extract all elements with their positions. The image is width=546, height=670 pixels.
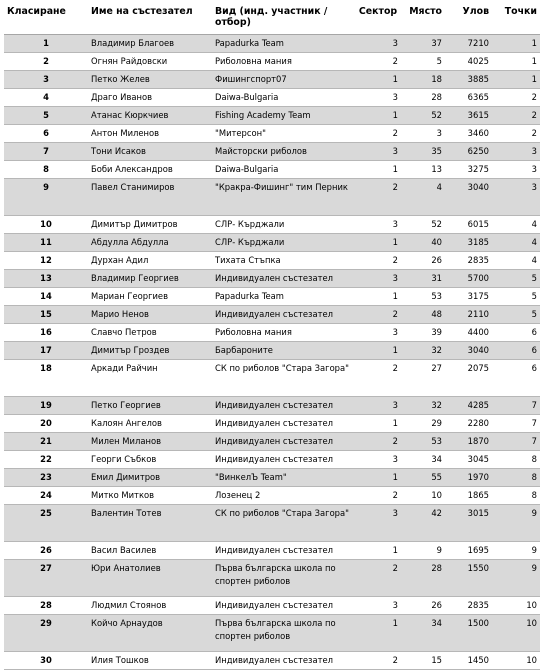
catch-cell: 5700 bbox=[445, 269, 492, 287]
table-row bbox=[4, 251, 540, 269]
name-cell: Валентин Тотев bbox=[88, 504, 212, 541]
rank-cell: 6 bbox=[4, 124, 88, 142]
points-cell: 9 bbox=[492, 541, 540, 559]
points-cell: 4 bbox=[492, 215, 540, 233]
team-cell: СЛР- Кърджали bbox=[212, 233, 355, 251]
team-cell: СК по риболов "Стара Загора" bbox=[212, 359, 355, 396]
team-cell: Индивидуален състезател bbox=[212, 541, 355, 559]
place-cell: 37 bbox=[401, 34, 445, 52]
sector-header: Сектор bbox=[355, 6, 401, 34]
place-cell: 32 bbox=[401, 341, 445, 359]
table-row bbox=[4, 486, 540, 504]
table-row bbox=[4, 142, 540, 160]
rank-cell: 30 bbox=[4, 651, 88, 669]
name-cell: Боби Александров bbox=[88, 160, 212, 178]
catch-cell: 2110 bbox=[445, 305, 492, 323]
sector-cell: 3 bbox=[355, 88, 401, 106]
catch-cell: 3175 bbox=[445, 287, 492, 305]
table-row bbox=[4, 215, 540, 233]
rank-cell: 28 bbox=[4, 596, 88, 614]
table-row bbox=[4, 432, 540, 450]
name-cell: Аркади Райчин bbox=[88, 359, 212, 396]
rank-header: Класиране bbox=[4, 6, 88, 34]
sector-cell: 2 bbox=[355, 251, 401, 269]
table-row bbox=[4, 88, 540, 106]
place-cell: 28 bbox=[401, 559, 445, 596]
place-cell: 34 bbox=[401, 450, 445, 468]
team-cell: Барбароните bbox=[212, 341, 355, 359]
table-row bbox=[4, 596, 540, 614]
points-cell: 2 bbox=[492, 106, 540, 124]
catch-cell: 2835 bbox=[445, 596, 492, 614]
place-cell: 34 bbox=[401, 614, 445, 651]
sector-cell: 2 bbox=[355, 432, 401, 450]
team-cell: СЛР- Кърджали bbox=[212, 215, 355, 233]
team-cell: Fishing Academy Team bbox=[212, 106, 355, 124]
name-cell: Абдулла Абдулла bbox=[88, 233, 212, 251]
points-cell: 10 bbox=[492, 614, 540, 651]
points-cell: 6 bbox=[492, 359, 540, 396]
table-row bbox=[4, 651, 540, 669]
name-cell: Петко Желев bbox=[88, 70, 212, 88]
catch-cell: 1550 bbox=[445, 559, 492, 596]
place-cell: 27 bbox=[401, 359, 445, 396]
rank-cell: 19 bbox=[4, 396, 88, 414]
rank-cell: 24 bbox=[4, 486, 88, 504]
team-cell: Индивидуален състезател bbox=[212, 651, 355, 669]
place-cell: 29 bbox=[401, 414, 445, 432]
sector-cell: 1 bbox=[355, 233, 401, 251]
rank-cell: 25 bbox=[4, 504, 88, 541]
place-cell: 35 bbox=[401, 142, 445, 160]
table-row bbox=[4, 160, 540, 178]
name-cell: Драго Иванов bbox=[88, 88, 212, 106]
rank-cell: 20 bbox=[4, 414, 88, 432]
points-cell: 2 bbox=[492, 88, 540, 106]
rank-cell: 14 bbox=[4, 287, 88, 305]
place-cell: 39 bbox=[401, 323, 445, 341]
rank-cell: 15 bbox=[4, 305, 88, 323]
team-cell: Papadurka Team bbox=[212, 287, 355, 305]
catch-cell: 4285 bbox=[445, 396, 492, 414]
place-cell: 9 bbox=[401, 541, 445, 559]
table-row bbox=[4, 34, 540, 52]
table-row bbox=[4, 124, 540, 142]
place-cell: 53 bbox=[401, 432, 445, 450]
name-cell: Тони Исаков bbox=[88, 142, 212, 160]
catch-cell: 2280 bbox=[445, 414, 492, 432]
points-cell: 2 bbox=[492, 124, 540, 142]
results-table bbox=[4, 6, 540, 670]
table-row bbox=[4, 396, 540, 414]
points-cell: 5 bbox=[492, 305, 540, 323]
points-cell: 8 bbox=[492, 468, 540, 486]
place-cell: 15 bbox=[401, 651, 445, 669]
name-cell: Койчо Арнаудов bbox=[88, 614, 212, 651]
table-row bbox=[4, 233, 540, 251]
name-cell: Славчо Петров bbox=[88, 323, 212, 341]
table-row bbox=[4, 341, 540, 359]
place-cell: 31 bbox=[401, 269, 445, 287]
catch-cell: 2075 bbox=[445, 359, 492, 396]
catch-cell: 3040 bbox=[445, 341, 492, 359]
name-cell: Владимир Благоев bbox=[88, 34, 212, 52]
catch-cell: 2835 bbox=[445, 251, 492, 269]
team-cell: Daiwa-Bulgaria bbox=[212, 88, 355, 106]
sector-cell: 3 bbox=[355, 504, 401, 541]
place-cell: 4 bbox=[401, 178, 445, 215]
rank-cell: 21 bbox=[4, 432, 88, 450]
place-cell: 3 bbox=[401, 124, 445, 142]
points-cell: 7 bbox=[492, 432, 540, 450]
table-row bbox=[4, 504, 540, 541]
catch-cell: 1695 bbox=[445, 541, 492, 559]
name-cell: Антон Миленов bbox=[88, 124, 212, 142]
sector-cell: 1 bbox=[355, 341, 401, 359]
points-cell: 3 bbox=[492, 178, 540, 215]
rank-cell: 22 bbox=[4, 450, 88, 468]
name-cell: Атанас Кюркчиев bbox=[88, 106, 212, 124]
table-row bbox=[4, 178, 540, 215]
name-header: Име на състезател bbox=[88, 6, 212, 34]
sector-cell: 1 bbox=[355, 287, 401, 305]
place-cell: 55 bbox=[401, 468, 445, 486]
catch-cell: 6015 bbox=[445, 215, 492, 233]
name-cell: Милен Миланов bbox=[88, 432, 212, 450]
place-cell: 40 bbox=[401, 233, 445, 251]
rank-cell: 3 bbox=[4, 70, 88, 88]
rank-cell: 11 bbox=[4, 233, 88, 251]
points-cell: 5 bbox=[492, 287, 540, 305]
sector-cell: 3 bbox=[355, 215, 401, 233]
points-cell: 4 bbox=[492, 251, 540, 269]
team-cell: Индивидуален състезател bbox=[212, 432, 355, 450]
table-row bbox=[4, 359, 540, 396]
team-cell: "ВинкелЪ Team" bbox=[212, 468, 355, 486]
sector-cell: 2 bbox=[355, 486, 401, 504]
points-header: Точки bbox=[492, 6, 540, 34]
team-cell: "Митерсон" bbox=[212, 124, 355, 142]
sector-cell: 2 bbox=[355, 559, 401, 596]
rank-cell: 9 bbox=[4, 178, 88, 215]
team-cell: Тихата Стъпка bbox=[212, 251, 355, 269]
table-row bbox=[4, 414, 540, 432]
catch-cell: 3015 bbox=[445, 504, 492, 541]
sector-cell: 3 bbox=[355, 323, 401, 341]
sector-cell: 2 bbox=[355, 305, 401, 323]
place-cell: 13 bbox=[401, 160, 445, 178]
rank-cell: 16 bbox=[4, 323, 88, 341]
team-cell: Daiwa-Bulgaria bbox=[212, 160, 355, 178]
sector-cell: 2 bbox=[355, 52, 401, 70]
points-cell: 8 bbox=[492, 450, 540, 468]
name-cell: Калоян Ангелов bbox=[88, 414, 212, 432]
sector-cell: 1 bbox=[355, 468, 401, 486]
points-cell: 1 bbox=[492, 70, 540, 88]
table-row bbox=[4, 468, 540, 486]
rank-cell: 29 bbox=[4, 614, 88, 651]
name-cell: Павел Станимиров bbox=[88, 178, 212, 215]
points-cell: 1 bbox=[492, 52, 540, 70]
place-cell: 28 bbox=[401, 88, 445, 106]
name-cell: Емил Димитров bbox=[88, 468, 212, 486]
name-cell: Димитър Димитров bbox=[88, 215, 212, 233]
sector-cell: 1 bbox=[355, 160, 401, 178]
points-cell: 6 bbox=[492, 341, 540, 359]
place-cell: 48 bbox=[401, 305, 445, 323]
team-cell: Риболовна мания bbox=[212, 52, 355, 70]
catch-cell: 1500 bbox=[445, 614, 492, 651]
rank-cell: 17 bbox=[4, 341, 88, 359]
points-cell: 6 bbox=[492, 323, 540, 341]
sector-cell: 2 bbox=[355, 124, 401, 142]
name-cell: Георги Събков bbox=[88, 450, 212, 468]
points-cell: 7 bbox=[492, 414, 540, 432]
place-cell: 52 bbox=[401, 106, 445, 124]
sector-cell: 3 bbox=[355, 450, 401, 468]
rank-cell: 7 bbox=[4, 142, 88, 160]
points-cell: 9 bbox=[492, 559, 540, 596]
points-cell: 8 bbox=[492, 486, 540, 504]
catch-cell: 4025 bbox=[445, 52, 492, 70]
points-cell: 10 bbox=[492, 651, 540, 669]
team-cell: Лозенец 2 bbox=[212, 486, 355, 504]
sector-cell: 3 bbox=[355, 596, 401, 614]
name-cell: Владимир Георгиев bbox=[88, 269, 212, 287]
team-cell: Фишингспорт07 bbox=[212, 70, 355, 88]
sector-cell: 3 bbox=[355, 269, 401, 287]
table-row bbox=[4, 52, 540, 70]
place-cell: 26 bbox=[401, 596, 445, 614]
team-cell: Papadurka Team bbox=[212, 34, 355, 52]
team-cell: "Кракра-Фишинг" тим Перник bbox=[212, 178, 355, 215]
catch-cell: 1865 bbox=[445, 486, 492, 504]
rank-cell: 2 bbox=[4, 52, 88, 70]
table-row bbox=[4, 106, 540, 124]
sector-cell: 1 bbox=[355, 414, 401, 432]
points-cell: 7 bbox=[492, 396, 540, 414]
table-row bbox=[4, 305, 540, 323]
name-cell: Людмил Стоянов bbox=[88, 596, 212, 614]
sector-cell: 2 bbox=[355, 359, 401, 396]
place-cell: 52 bbox=[401, 215, 445, 233]
table-row bbox=[4, 287, 540, 305]
name-cell: Митко Митков bbox=[88, 486, 212, 504]
name-cell: Юри Анатолиев bbox=[88, 559, 212, 596]
table-row bbox=[4, 450, 540, 468]
catch-cell: 1450 bbox=[445, 651, 492, 669]
sector-cell: 1 bbox=[355, 541, 401, 559]
name-cell: Марио Ненов bbox=[88, 305, 212, 323]
name-cell: Дурхан Адил bbox=[88, 251, 212, 269]
team-cell: Индивидуален състезател bbox=[212, 450, 355, 468]
place-cell: 42 bbox=[401, 504, 445, 541]
rank-cell: 27 bbox=[4, 559, 88, 596]
sector-cell: 2 bbox=[355, 651, 401, 669]
table-row bbox=[4, 323, 540, 341]
table-row bbox=[4, 541, 540, 559]
catch-cell: 6250 bbox=[445, 142, 492, 160]
rank-cell: 4 bbox=[4, 88, 88, 106]
rank-cell: 18 bbox=[4, 359, 88, 396]
rank-cell: 10 bbox=[4, 215, 88, 233]
name-cell: Мариан Георгиев bbox=[88, 287, 212, 305]
team-cell: Първа българска школа по спортен риболов bbox=[212, 614, 355, 651]
catch-header: Улов bbox=[445, 6, 492, 34]
points-cell: 3 bbox=[492, 160, 540, 178]
sector-cell: 1 bbox=[355, 70, 401, 88]
table-header bbox=[4, 6, 540, 34]
catch-cell: 1970 bbox=[445, 468, 492, 486]
name-cell: Димитър Гроздев bbox=[88, 341, 212, 359]
catch-cell: 3885 bbox=[445, 70, 492, 88]
place-cell: 5 bbox=[401, 52, 445, 70]
place-cell: 18 bbox=[401, 70, 445, 88]
catch-cell: 3615 bbox=[445, 106, 492, 124]
rank-cell: 5 bbox=[4, 106, 88, 124]
sector-cell: 1 bbox=[355, 614, 401, 651]
team-cell: Майсторски риболов bbox=[212, 142, 355, 160]
place-cell: 26 bbox=[401, 251, 445, 269]
points-cell: 4 bbox=[492, 233, 540, 251]
place-cell: 53 bbox=[401, 287, 445, 305]
name-cell: Васил Василев bbox=[88, 541, 212, 559]
catch-cell: 1870 bbox=[445, 432, 492, 450]
sector-cell: 3 bbox=[355, 396, 401, 414]
place-cell: 10 bbox=[401, 486, 445, 504]
points-cell: 5 bbox=[492, 269, 540, 287]
team-cell: Първа българска школа по спортен риболов bbox=[212, 559, 355, 596]
sector-cell: 2 bbox=[355, 178, 401, 215]
catch-cell: 3045 bbox=[445, 450, 492, 468]
sector-cell: 3 bbox=[355, 142, 401, 160]
table-row bbox=[4, 269, 540, 287]
rank-cell: 13 bbox=[4, 269, 88, 287]
catch-cell: 7210 bbox=[445, 34, 492, 52]
team-cell: СК по риболов "Стара Загора" bbox=[212, 504, 355, 541]
points-cell: 1 bbox=[492, 34, 540, 52]
points-cell: 3 bbox=[492, 142, 540, 160]
catch-cell: 4400 bbox=[445, 323, 492, 341]
table-row bbox=[4, 559, 540, 596]
catch-cell: 3040 bbox=[445, 178, 492, 215]
sector-cell: 3 bbox=[355, 34, 401, 52]
team-cell: Индивидуален състезател bbox=[212, 269, 355, 287]
place-header: Място bbox=[401, 6, 445, 34]
rank-cell: 12 bbox=[4, 251, 88, 269]
catch-cell: 3460 bbox=[445, 124, 492, 142]
team-cell: Индивидуален състезател bbox=[212, 596, 355, 614]
table-row bbox=[4, 70, 540, 88]
team-cell: Индивидуален състезател bbox=[212, 396, 355, 414]
type-header: Вид (инд. участник / отбор) bbox=[212, 6, 355, 34]
points-cell: 9 bbox=[492, 504, 540, 541]
points-cell: 10 bbox=[492, 596, 540, 614]
team-cell: Индивидуален състезател bbox=[212, 414, 355, 432]
catch-cell: 3185 bbox=[445, 233, 492, 251]
rank-cell: 1 bbox=[4, 34, 88, 52]
table-body bbox=[4, 34, 540, 669]
name-cell: Огнян Райдовски bbox=[88, 52, 212, 70]
name-cell: Петко Георгиев bbox=[88, 396, 212, 414]
catch-cell: 3275 bbox=[445, 160, 492, 178]
team-cell: Индивидуален състезател bbox=[212, 305, 355, 323]
rank-cell: 26 bbox=[4, 541, 88, 559]
rank-cell: 8 bbox=[4, 160, 88, 178]
team-cell: Риболовна мания bbox=[212, 323, 355, 341]
sector-cell: 1 bbox=[355, 106, 401, 124]
table-row bbox=[4, 614, 540, 651]
place-cell: 32 bbox=[401, 396, 445, 414]
catch-cell: 6365 bbox=[445, 88, 492, 106]
name-cell: Илия Тошков bbox=[88, 651, 212, 669]
rank-cell: 23 bbox=[4, 468, 88, 486]
